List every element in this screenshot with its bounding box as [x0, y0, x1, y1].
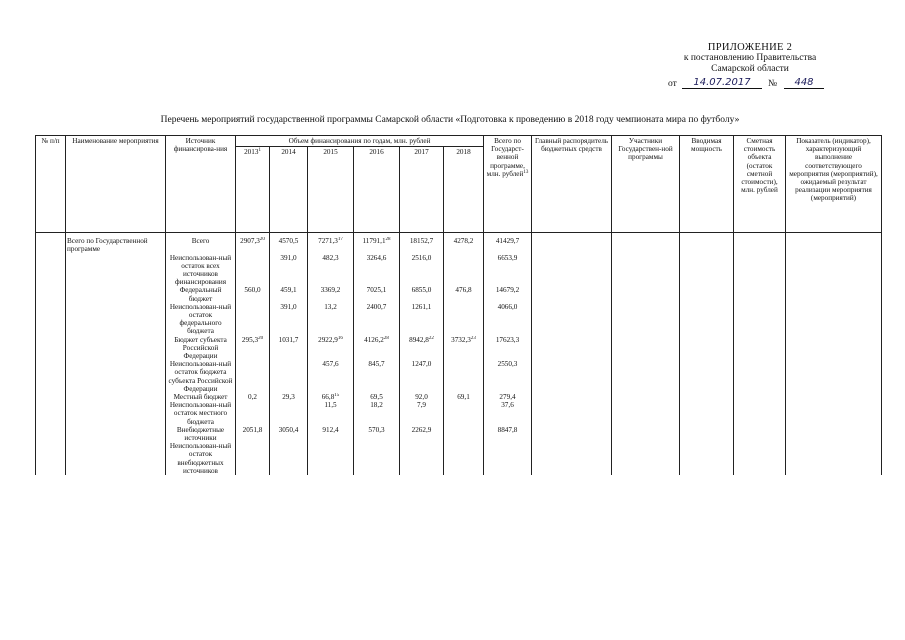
value: 3369,2	[320, 286, 341, 295]
cell-indicator	[786, 303, 882, 336]
table-row	[36, 286, 882, 302]
cell-no	[36, 426, 66, 442]
cell-no	[36, 442, 66, 475]
cell-participants	[612, 286, 680, 302]
value: 391,0	[280, 253, 297, 262]
cell-indicator	[786, 401, 882, 426]
cell-year-value	[354, 286, 400, 302]
cell-year-value	[400, 401, 444, 426]
cell-no	[36, 336, 66, 361]
cell-manager	[532, 254, 612, 287]
value: 11791,1	[362, 237, 386, 246]
cell-year-value	[444, 303, 484, 336]
cell-estimate	[734, 401, 786, 426]
cell-year-value	[444, 426, 484, 442]
cell-year-value	[444, 442, 484, 475]
cell-estimate	[734, 393, 786, 401]
value: 69,5	[370, 393, 383, 402]
cell-year-value	[270, 303, 308, 336]
cell-manager	[532, 426, 612, 442]
cell-participants	[612, 303, 680, 336]
cell-capacity	[680, 393, 734, 401]
cell-year-value	[308, 286, 354, 302]
cell-year-value	[354, 237, 400, 253]
cell-manager	[532, 393, 612, 401]
handwritten-number: 448	[784, 77, 824, 89]
cell-year-value	[354, 426, 400, 442]
cell-capacity	[680, 360, 734, 393]
cell-year-value	[270, 336, 308, 361]
value: 2516,0	[411, 253, 432, 262]
header-source: Источник финансирова-ния	[166, 136, 236, 233]
value: 18,2	[370, 401, 383, 410]
cell-year-value	[236, 426, 270, 442]
cell-year-value	[236, 442, 270, 475]
cell-capacity	[680, 336, 734, 361]
cell-participants	[612, 360, 680, 393]
cell-manager	[532, 336, 612, 361]
header-year	[400, 147, 444, 233]
header-year	[354, 147, 400, 233]
header-total-label: Всего по Государст-венной программе, млн. рублей	[486, 137, 525, 178]
value: 2051,8	[242, 425, 263, 434]
cell-program-name	[66, 426, 166, 442]
cell-program-name	[66, 286, 166, 302]
table-row	[36, 303, 882, 336]
document-title: Перечень мероприятий государственной программы Самарской области «Подготовка к проведению в 2018 году чемпионата мира по футболу»	[160, 115, 740, 125]
year-label: 2018	[456, 148, 471, 157]
value: 1261,1	[411, 302, 432, 311]
cell-participants	[612, 237, 680, 253]
value: 92,0	[415, 393, 428, 402]
cell-year-value	[308, 393, 354, 401]
cell-capacity	[680, 254, 734, 287]
cell-no	[36, 401, 66, 426]
value: 8942,8	[409, 335, 429, 344]
cell-year-value	[400, 442, 444, 475]
value: 13,2	[324, 302, 337, 311]
cell-program-name	[66, 442, 166, 475]
cell-estimate	[734, 442, 786, 475]
cell-participants	[612, 393, 680, 401]
footnote-sup: 16	[337, 335, 343, 341]
table-row	[36, 336, 882, 361]
number-label: №	[768, 79, 778, 89]
cell-year-value	[270, 286, 308, 302]
cell-year-value	[270, 360, 308, 393]
value: 2400,7	[366, 302, 387, 311]
value: 7025,1	[366, 286, 387, 295]
table-row	[36, 237, 882, 253]
cell-source: Неиспользован-ный остаток бюджета субъекта Российской Федерации	[166, 360, 236, 393]
cell-participants	[612, 336, 680, 361]
value: 11,5	[324, 401, 337, 410]
cell-year-value	[270, 393, 308, 401]
value: 1247,0	[411, 360, 432, 369]
cell-year-value	[270, 442, 308, 475]
cell-estimate	[734, 254, 786, 287]
cell-estimate	[734, 426, 786, 442]
value: 845,7	[368, 360, 385, 369]
header-no: № п/п	[36, 136, 66, 233]
cell-year-value	[270, 254, 308, 287]
header-name: Наименование мероприятия	[66, 136, 166, 233]
cell-year-value	[270, 401, 308, 426]
appendix-signature-line	[600, 77, 900, 91]
cell-indicator	[786, 336, 882, 361]
cell-manager	[532, 442, 612, 475]
cell-no	[36, 237, 66, 253]
year-label: 2014	[281, 148, 296, 157]
value: 66,8	[321, 393, 335, 402]
value: 18152,7	[409, 237, 434, 246]
cell-indicator	[786, 360, 882, 393]
cell-source: Всего	[166, 237, 236, 253]
cell-year-value	[400, 393, 444, 401]
cell-no	[36, 286, 66, 302]
cell-total	[484, 442, 532, 475]
footnote-sup: 28	[383, 335, 389, 341]
cell-participants	[612, 442, 680, 475]
footnote-sup: 22	[428, 335, 434, 341]
cell-no	[36, 254, 66, 287]
cell-year-value	[444, 254, 484, 287]
header-total-sup: 13	[523, 169, 529, 175]
cell-source: Федеральный бюджет	[166, 286, 236, 302]
footnote-sup: 23	[470, 335, 476, 341]
cell-total: 8847,8	[484, 426, 532, 442]
cell-total: 4066,0	[484, 303, 532, 336]
header-year	[236, 147, 270, 233]
year-label: 2016	[369, 148, 384, 157]
cell-year-value	[308, 401, 354, 426]
cell-year-value	[236, 286, 270, 302]
header-indicator: Показатель (индикатор), характеризующий выполнение соответствующего мероприятия (мероприятий), ожидаемый результат реализации мероприятия (мероприятий)	[786, 136, 882, 233]
handwritten-date: 14.07.2017	[682, 77, 762, 89]
table-row	[36, 393, 882, 401]
table-row	[36, 360, 882, 393]
value: 2907,3	[240, 237, 260, 246]
cell-manager	[532, 401, 612, 426]
cell-source: Бюджет субъекта Российской Федерации	[166, 336, 236, 361]
cell-year-value	[354, 303, 400, 336]
cell-total: 17623,3	[484, 336, 532, 361]
footnote-sup: 28	[385, 237, 391, 243]
appendix-line1: к постановлению Правительства	[683, 53, 817, 63]
cell-participants	[612, 254, 680, 287]
cell-indicator	[786, 254, 882, 287]
cell-year-value	[354, 254, 400, 287]
year-label: 2015	[323, 148, 338, 157]
value: 459,1	[280, 286, 297, 295]
cell-year-value	[354, 442, 400, 475]
header-participants: Участники Государствен-ной программы	[612, 136, 680, 233]
cell-capacity	[680, 426, 734, 442]
measures-table	[35, 135, 882, 475]
cell-year-value	[444, 401, 484, 426]
cell-total: 37,6	[484, 401, 532, 426]
cell-year-value	[400, 336, 444, 361]
value: 3732,3	[451, 335, 471, 344]
cell-year-value	[308, 303, 354, 336]
header-funding-group: Объем финансирования по годам, млн. рублей	[236, 136, 484, 147]
cell-source: Неиспользован-ный остаток всех источников финансирования	[166, 254, 236, 287]
cell-year-value	[354, 336, 400, 361]
cell-program-name	[66, 303, 166, 336]
cell-source: Внебюджетные источники	[166, 426, 236, 442]
value: 29,3	[282, 393, 295, 402]
cell-indicator	[786, 237, 882, 253]
header-estimate: Сметная стоимость объекта (остаток сметной стоимости), млн. рублей	[734, 136, 786, 233]
cell-capacity	[680, 442, 734, 475]
cell-indicator	[786, 286, 882, 302]
cell-total: 6653,9	[484, 254, 532, 287]
cell-year-value	[444, 286, 484, 302]
cell-year-value	[400, 237, 444, 253]
value: 476,8	[455, 286, 472, 295]
cell-year-value	[236, 401, 270, 426]
cell-year-value	[270, 237, 308, 253]
cell-program-name	[66, 393, 166, 401]
table-row	[36, 442, 882, 475]
table-row	[36, 426, 882, 442]
cell-participants	[612, 401, 680, 426]
footnote-sup: 17	[337, 237, 343, 243]
cell-no	[36, 393, 66, 401]
value: 912,4	[322, 425, 339, 434]
cell-year-value	[236, 254, 270, 287]
cell-capacity	[680, 303, 734, 336]
cell-source: Местный бюджет	[166, 393, 236, 401]
from-label: от	[668, 79, 677, 89]
cell-total: 14679,2	[484, 286, 532, 302]
cell-manager	[532, 303, 612, 336]
cell-estimate	[734, 360, 786, 393]
header-total	[484, 136, 532, 233]
header-year	[270, 147, 308, 233]
appendix-block	[600, 42, 900, 91]
value: 4278,2	[453, 237, 474, 246]
cell-manager	[532, 237, 612, 253]
cell-participants	[612, 426, 680, 442]
cell-year-value	[400, 426, 444, 442]
cell-year-value	[354, 393, 400, 401]
cell-indicator	[786, 426, 882, 442]
value: 457,6	[322, 360, 339, 369]
cell-estimate	[734, 336, 786, 361]
year-sup: 1	[258, 148, 261, 154]
cell-year-value	[236, 393, 270, 401]
cell-capacity	[680, 237, 734, 253]
cell-year-value	[400, 303, 444, 336]
value: 4126,2	[364, 335, 384, 344]
cell-no	[36, 360, 66, 393]
cell-source: Неиспользован-ный остаток местного бюджета	[166, 401, 236, 426]
cell-no	[36, 303, 66, 336]
header-capacity: Вводимая мощность	[680, 136, 734, 233]
cell-year-value	[444, 336, 484, 361]
cell-manager	[532, 360, 612, 393]
cell-source: Неиспользован-ный остаток внебюджетных источников	[166, 442, 236, 475]
header-manager: Главный распорядитель бюджетных средств	[532, 136, 612, 233]
value: 570,3	[368, 425, 385, 434]
cell-program-name	[66, 254, 166, 287]
year-label: 2013	[244, 148, 259, 157]
cell-total: 41429,7	[484, 237, 532, 253]
value: 482,3	[322, 253, 339, 262]
cell-year-value	[236, 303, 270, 336]
value: 391,0	[280, 302, 297, 311]
header-year	[308, 147, 354, 233]
cell-manager	[532, 286, 612, 302]
cell-year-value	[308, 360, 354, 393]
cell-program-name	[66, 336, 166, 361]
appendix-title: ПРИЛОЖЕНИЕ 2	[707, 42, 793, 53]
cell-year-value	[236, 360, 270, 393]
cell-year-value	[444, 360, 484, 393]
cell-capacity	[680, 286, 734, 302]
value: 6855,0	[411, 286, 432, 295]
cell-year-value	[270, 426, 308, 442]
table-row	[36, 254, 882, 287]
cell-program-name	[66, 360, 166, 393]
cell-program-name	[66, 401, 166, 426]
cell-year-value	[308, 254, 354, 287]
cell-total: 2550,3	[484, 360, 532, 393]
cell-year-value	[308, 237, 354, 253]
value: 1031,7	[278, 335, 299, 344]
header-year	[444, 147, 484, 233]
cell-year-value	[400, 286, 444, 302]
cell-year-value	[444, 237, 484, 253]
cell-estimate	[734, 286, 786, 302]
appendix-line2: Самарской области	[711, 64, 789, 74]
cell-year-value	[308, 336, 354, 361]
footnote-sup: 15	[334, 393, 340, 399]
value: 3264,6	[366, 253, 387, 262]
value: 0,2	[248, 393, 257, 402]
cell-year-value	[308, 442, 354, 475]
cell-year-value	[444, 393, 484, 401]
cell-total: 279,4	[484, 393, 532, 401]
cell-year-value	[354, 401, 400, 426]
value: 295,3	[241, 335, 259, 344]
cell-year-value	[400, 254, 444, 287]
cell-program-name: Всего по Государственной программе	[66, 237, 166, 253]
cell-year-value	[236, 237, 270, 253]
cell-source: Неиспользован-ный остаток федерального бюджета	[166, 303, 236, 336]
cell-year-value	[308, 426, 354, 442]
value: 4570,5	[278, 237, 299, 246]
cell-year-value	[400, 360, 444, 393]
value: 7271,3	[318, 237, 338, 246]
year-label: 2017	[414, 148, 429, 157]
footnote-sup: 20	[258, 335, 264, 341]
value: 3050,4	[278, 425, 299, 434]
value: 69,1	[457, 393, 470, 402]
value: 560,0	[244, 286, 261, 295]
cell-year-value	[236, 336, 270, 361]
cell-indicator	[786, 393, 882, 401]
value: 2262,9	[411, 425, 432, 434]
table-body	[36, 233, 882, 475]
cell-capacity	[680, 401, 734, 426]
header-row	[36, 136, 882, 147]
cell-year-value	[354, 360, 400, 393]
cell-estimate	[734, 303, 786, 336]
cell-estimate	[734, 237, 786, 253]
value: 7,9	[417, 401, 426, 410]
value: 2922,9	[318, 335, 338, 344]
cell-indicator	[786, 442, 882, 475]
table-row	[36, 401, 882, 426]
footnote-sup: 20	[259, 237, 265, 243]
